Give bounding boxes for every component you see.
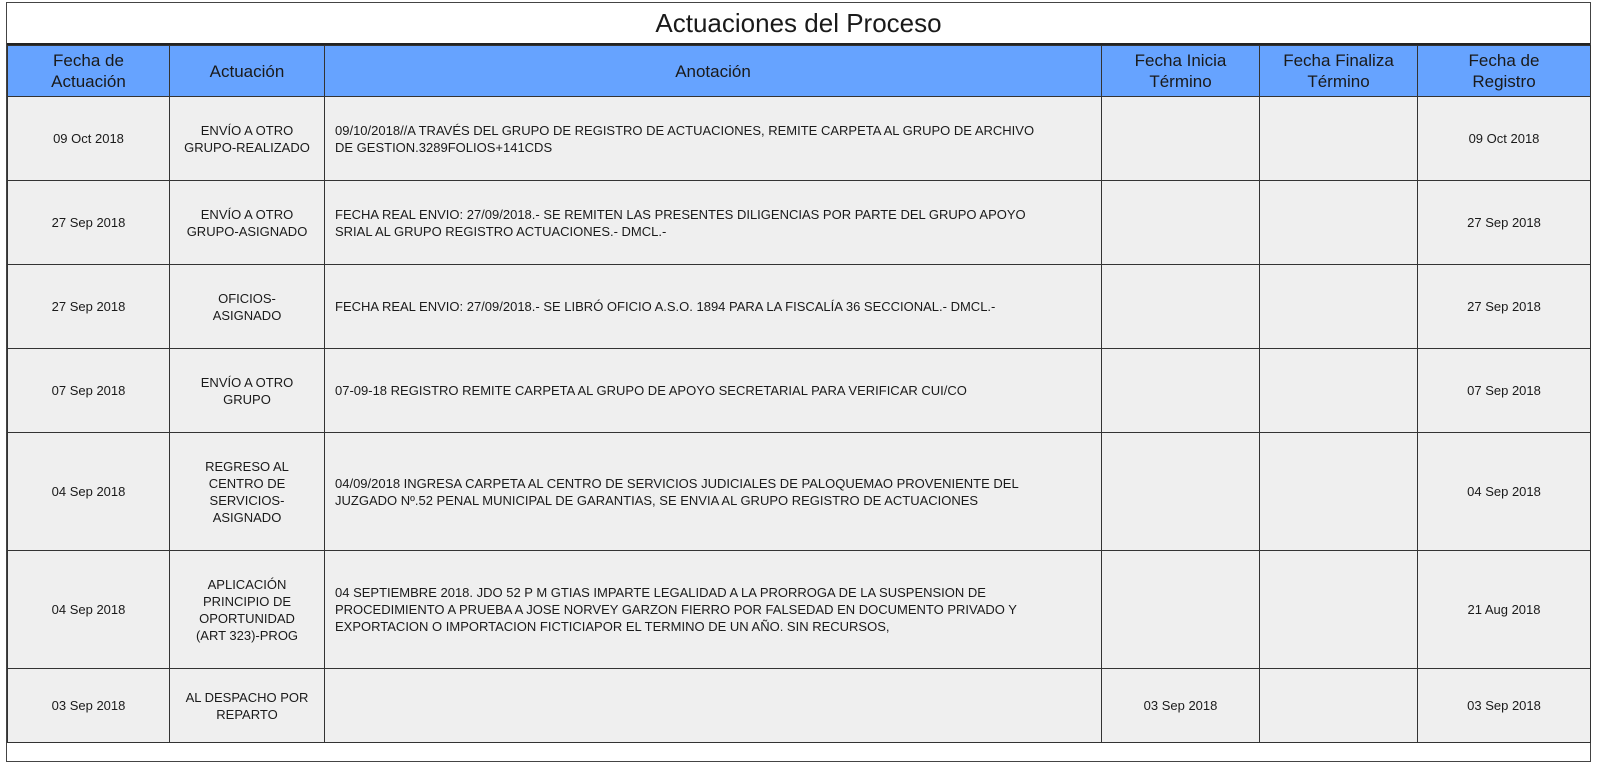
cell-fecha-finaliza-termino xyxy=(1260,181,1418,265)
cell-fecha-inicia-termino xyxy=(1102,433,1260,551)
cell-fecha-inicia-termino xyxy=(1102,181,1260,265)
cell-fecha-finaliza-termino xyxy=(1260,433,1418,551)
table-row xyxy=(8,669,1591,743)
cell-fecha-finaliza-termino xyxy=(1260,97,1418,181)
actuaciones-panel xyxy=(6,2,1591,762)
cell-actuacion: ENVÍO A OTRO GRUPO xyxy=(170,349,325,433)
cell-fecha-registro: 07 Sep 2018 xyxy=(1418,349,1591,433)
table-row xyxy=(8,551,1591,669)
cell-actuacion: ENVÍO A OTRO GRUPO-ASIGNADO xyxy=(170,181,325,265)
page-title: Actuaciones del Proceso xyxy=(7,3,1590,45)
cell-anotacion: FECHA REAL ENVIO: 27/09/2018.- SE REMITEN LAS PRESENTES DILIGENCIAS POR PARTE DEL GRUPO APOYO SRIAL AL GRUPO REGISTRO ACTUACIONES.- DMCL.- xyxy=(325,181,1102,265)
cell-fecha-finaliza-termino xyxy=(1260,265,1418,349)
table-row xyxy=(8,349,1591,433)
cell-fecha-registro: 21 Aug 2018 xyxy=(1418,551,1591,669)
cell-actuacion: REGRESO AL CENTRO DE SERVICIOS- ASIGNADO xyxy=(170,433,325,551)
col-header-fecha-actuacion: Fecha de Actuación xyxy=(8,46,170,97)
col-header-fecha-finaliza-termino: Fecha Finaliza Término xyxy=(1260,46,1418,97)
actuaciones-table xyxy=(7,45,1591,743)
cell-anotacion: 04/09/2018 INGRESA CARPETA AL CENTRO DE SERVICIOS JUDICIALES DE PALOQUEMAO PROVENIENTE DEL JUZGADO Nº.52 PENAL MUNICIPAL DE GARANTIAS, SE ENVIA AL GRUPO REGISTRO DE ACTUACIONES xyxy=(325,433,1102,551)
table-row xyxy=(8,181,1591,265)
cell-fecha-finaliza-termino xyxy=(1260,349,1418,433)
cell-fecha-actuacion: 07 Sep 2018 xyxy=(8,349,170,433)
col-header-fecha-registro: Fecha de Registro xyxy=(1418,46,1591,97)
cell-fecha-finaliza-termino xyxy=(1260,669,1418,743)
cell-fecha-actuacion: 09 Oct 2018 xyxy=(8,97,170,181)
table-header-row xyxy=(8,46,1591,97)
cell-actuacion: OFICIOS- ASIGNADO xyxy=(170,265,325,349)
cell-fecha-registro: 03 Sep 2018 xyxy=(1418,669,1591,743)
cell-anotacion: FECHA REAL ENVIO: 27/09/2018.- SE LIBRÓ OFICIO A.S.O. 1894 PARA LA FISCALÍA 36 SECCIONAL.- DMCL.- xyxy=(325,265,1102,349)
cell-fecha-inicia-termino xyxy=(1102,265,1260,349)
cell-fecha-actuacion: 27 Sep 2018 xyxy=(8,265,170,349)
table-row xyxy=(8,265,1591,349)
cell-anotacion: 04 SEPTIEMBRE 2018. JDO 52 P M GTIAS IMPARTE LEGALIDAD A LA PRORROGA DE LA SUSPENSION DE PROCEDIMIENTO A PRUEBA A JOSE NORVEY GARZON FIERRO POR FALSEDAD EN DOCUMENTO PRIVADO Y EXPORTACION O IMPORTACION FICTICIAPOR EL TERMINO DE UN AÑO. SIN RECURSOS, xyxy=(325,551,1102,669)
cell-fecha-registro: 04 Sep 2018 xyxy=(1418,433,1591,551)
cell-fecha-actuacion: 03 Sep 2018 xyxy=(8,669,170,743)
table-row xyxy=(8,433,1591,551)
cell-fecha-inicia-termino xyxy=(1102,349,1260,433)
col-header-actuacion: Actuación xyxy=(170,46,325,97)
cell-fecha-registro: 27 Sep 2018 xyxy=(1418,265,1591,349)
cell-fecha-inicia-termino xyxy=(1102,551,1260,669)
cell-fecha-registro: 09 Oct 2018 xyxy=(1418,97,1591,181)
cell-anotacion: 09/10/2018//A TRAVÉS DEL GRUPO DE REGISTRO DE ACTUACIONES, REMITE CARPETA AL GRUPO DE ARCHIVO DE GESTION.3289FOLIOS+141CDS xyxy=(325,97,1102,181)
table-row xyxy=(8,97,1591,181)
cell-fecha-actuacion: 04 Sep 2018 xyxy=(8,551,170,669)
cell-fecha-actuacion: 04 Sep 2018 xyxy=(8,433,170,551)
cell-fecha-inicia-termino: 03 Sep 2018 xyxy=(1102,669,1260,743)
cell-actuacion: ENVÍO A OTRO GRUPO-REALIZADO xyxy=(170,97,325,181)
cell-fecha-registro: 27 Sep 2018 xyxy=(1418,181,1591,265)
cell-fecha-finaliza-termino xyxy=(1260,551,1418,669)
cell-fecha-actuacion: 27 Sep 2018 xyxy=(8,181,170,265)
cell-actuacion: AL DESPACHO POR REPARTO xyxy=(170,669,325,743)
col-header-anotacion: Anotación xyxy=(325,46,1102,97)
cell-actuacion: APLICACIÓN PRINCIPIO DE OPORTUNIDAD (ART 323)-PROG xyxy=(170,551,325,669)
col-header-fecha-inicia-termino: Fecha Inicia Término xyxy=(1102,46,1260,97)
cell-anotacion xyxy=(325,669,1102,743)
cell-anotacion: 07-09-18 REGISTRO REMITE CARPETA AL GRUPO DE APOYO SECRETARIAL PARA VERIFICAR CUI/CO xyxy=(325,349,1102,433)
cell-fecha-inicia-termino xyxy=(1102,97,1260,181)
